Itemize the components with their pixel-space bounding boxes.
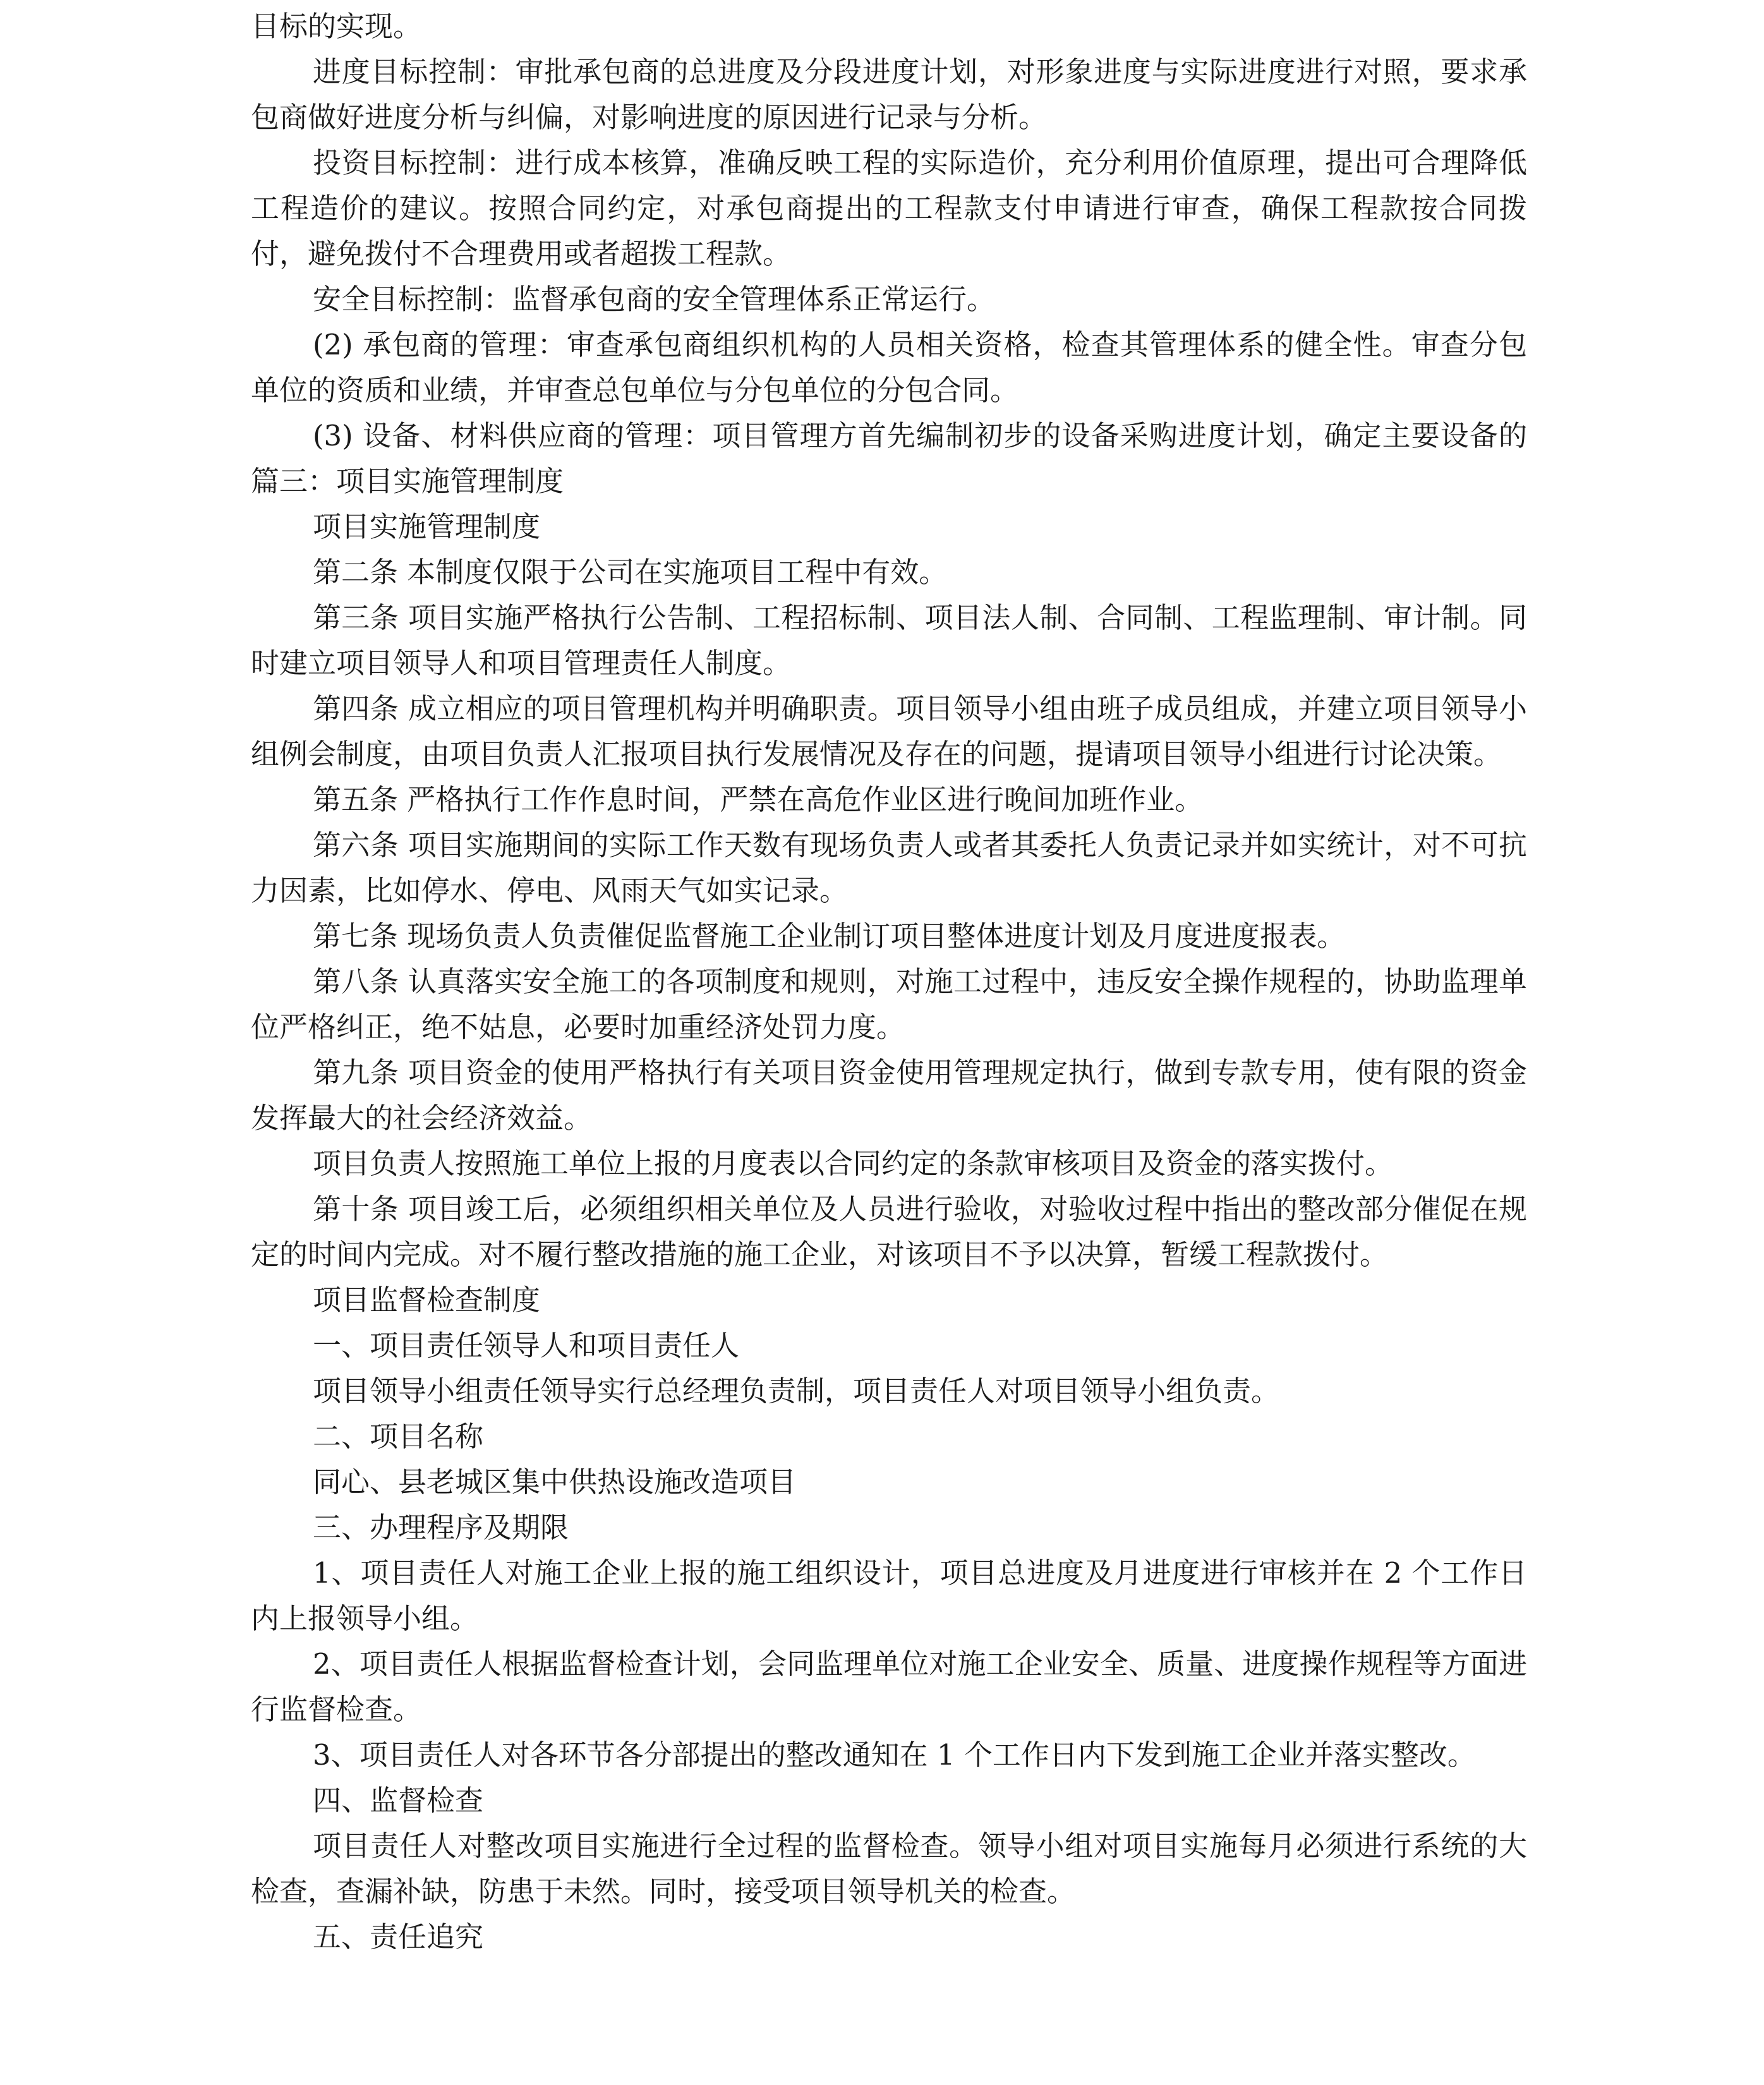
subsection-heading: 二、项目名称 <box>313 1420 484 1453</box>
paragraph: 项目领导小组责任领导实行总经理负责制，项目责任人对项目领导小组负责。 <box>313 1374 1280 1408</box>
list-item: 2、项目责任人根据监督检查计划，会同监理单位对施工企业安全、质量、进度操作规程等方面进行监督检查。 <box>251 1647 1527 1726</box>
subsection-heading: 三、办理程序及期限 <box>313 1511 569 1544</box>
section-heading: 项目实施管理制度 <box>313 510 541 543</box>
paragraph: 投资目标控制：进行成本核算，准确反映工程的实际造价，充分利用价值原理，提出可合理降低工程造价的建议。按照合同约定，对承包商提出的工程款支付申请进行审查，确保工程款按合同拨付，避免拨付不合理费用或者超拨工程款。 <box>251 146 1527 270</box>
article-paragraph: 第七条 现场负责人负责催促监督施工企业制订项目整体进度计划及月度进度报表。 <box>313 919 1346 953</box>
paragraph: 同心、县老城区集中供热设施改造项目 <box>313 1465 797 1499</box>
subsection-heading: 四、监督检查 <box>313 1784 484 1817</box>
paragraph: 项目责任人对整改项目实施进行全过程的监督检查。领导小组对项目实施每月必须进行系统的大检查，查漏补缺，防患于未然。同时，接受项目领导机关的检查。 <box>251 1829 1527 1908</box>
paragraph: (3) 设备、材料供应商的管理：项目管理方首先编制初步的设备采购进度计划，确定主要设备的篇三：项目实施管理制度 <box>251 419 1527 498</box>
article-paragraph: 第九条 项目资金的使用严格执行有关项目资金使用管理规定执行，做到专款专用，使有限的资金发挥最大的社会经济效益。 <box>251 1056 1527 1135</box>
paragraph: 目标的实现。 <box>251 9 422 43</box>
subsection-heading: 一、项目责任领导人和项目责任人 <box>313 1329 740 1362</box>
article-paragraph: 第十条 项目竣工后，必须组织相关单位及人员进行验收，对验收过程中指出的整改部分催促在规定的时间内完成。对不履行整改措施的施工企业，对该项目不予以决算，暂缓工程款拨付。 <box>251 1192 1527 1271</box>
article-paragraph: 第四条 成立相应的项目管理机构并明确职责。项目领导小组由班子成员组成，并建立项目领导小组例会制度，由项目负责人汇报项目执行发展情况及存在的问题，提请项目领导小组进行讨论决策。 <box>251 692 1527 771</box>
paragraph: 项目负责人按照施工单位上报的月度表以合同约定的条款审核项目及资金的落实拨付。 <box>313 1147 1394 1180</box>
paragraph: (2) 承包商的管理：审查承包商组织机构的人员相关资格，检查其管理体系的健全性。审查分包单位的资质和业绩，并审查总包单位与分包单位的分包合同。 <box>251 328 1527 407</box>
article-paragraph: 第三条 项目实施严格执行公告制、工程招标制、项目法人制、合同制、工程监理制、审计制。同时建立项目领导人和项目管理责任人制度。 <box>251 601 1527 680</box>
article-paragraph: 第八条 认真落实安全施工的各项制度和规则，对施工过程中，违反安全操作规程的，协助监理单位严格纠正，绝不姑息，必要时加重经济处罚力度。 <box>251 965 1527 1044</box>
paragraph: 安全目标控制：监督承包商的安全管理体系正常运行。 <box>313 282 996 316</box>
article-paragraph: 第六条 项目实施期间的实际工作天数有现场负责人或者其委托人负责记录并如实统计，对不可抗力因素，比如停水、停电、风雨天气如实记录。 <box>251 828 1527 907</box>
document-body <box>251 4 1527 1960</box>
article-paragraph: 第二条 本制度仅限于公司在实施项目工程中有效。 <box>313 555 948 589</box>
list-item: 1、项目责任人对施工企业上报的施工组织设计，项目总进度及月进度进行审核并在 2 个工作日内上报领导小组。 <box>251 1556 1527 1635</box>
subsection-heading: 五、责任追究 <box>313 1920 484 1954</box>
section-heading: 项目监督检查制度 <box>313 1283 541 1317</box>
paragraph: 进度目标控制：审批承包商的总进度及分段进度计划，对形象进度与实际进度进行对照，要求承包商做好进度分析与纠偏，对影响进度的原因进行记录与分析。 <box>251 55 1527 134</box>
list-item: 3、项目责任人对各环节各分部提出的整改通知在 1 个工作日内下发到施工企业并落实整改。 <box>313 1738 1476 1772</box>
article-paragraph: 第五条 严格执行工作作息时间，严禁在高危作业区进行晚间加班作业。 <box>313 783 1204 816</box>
